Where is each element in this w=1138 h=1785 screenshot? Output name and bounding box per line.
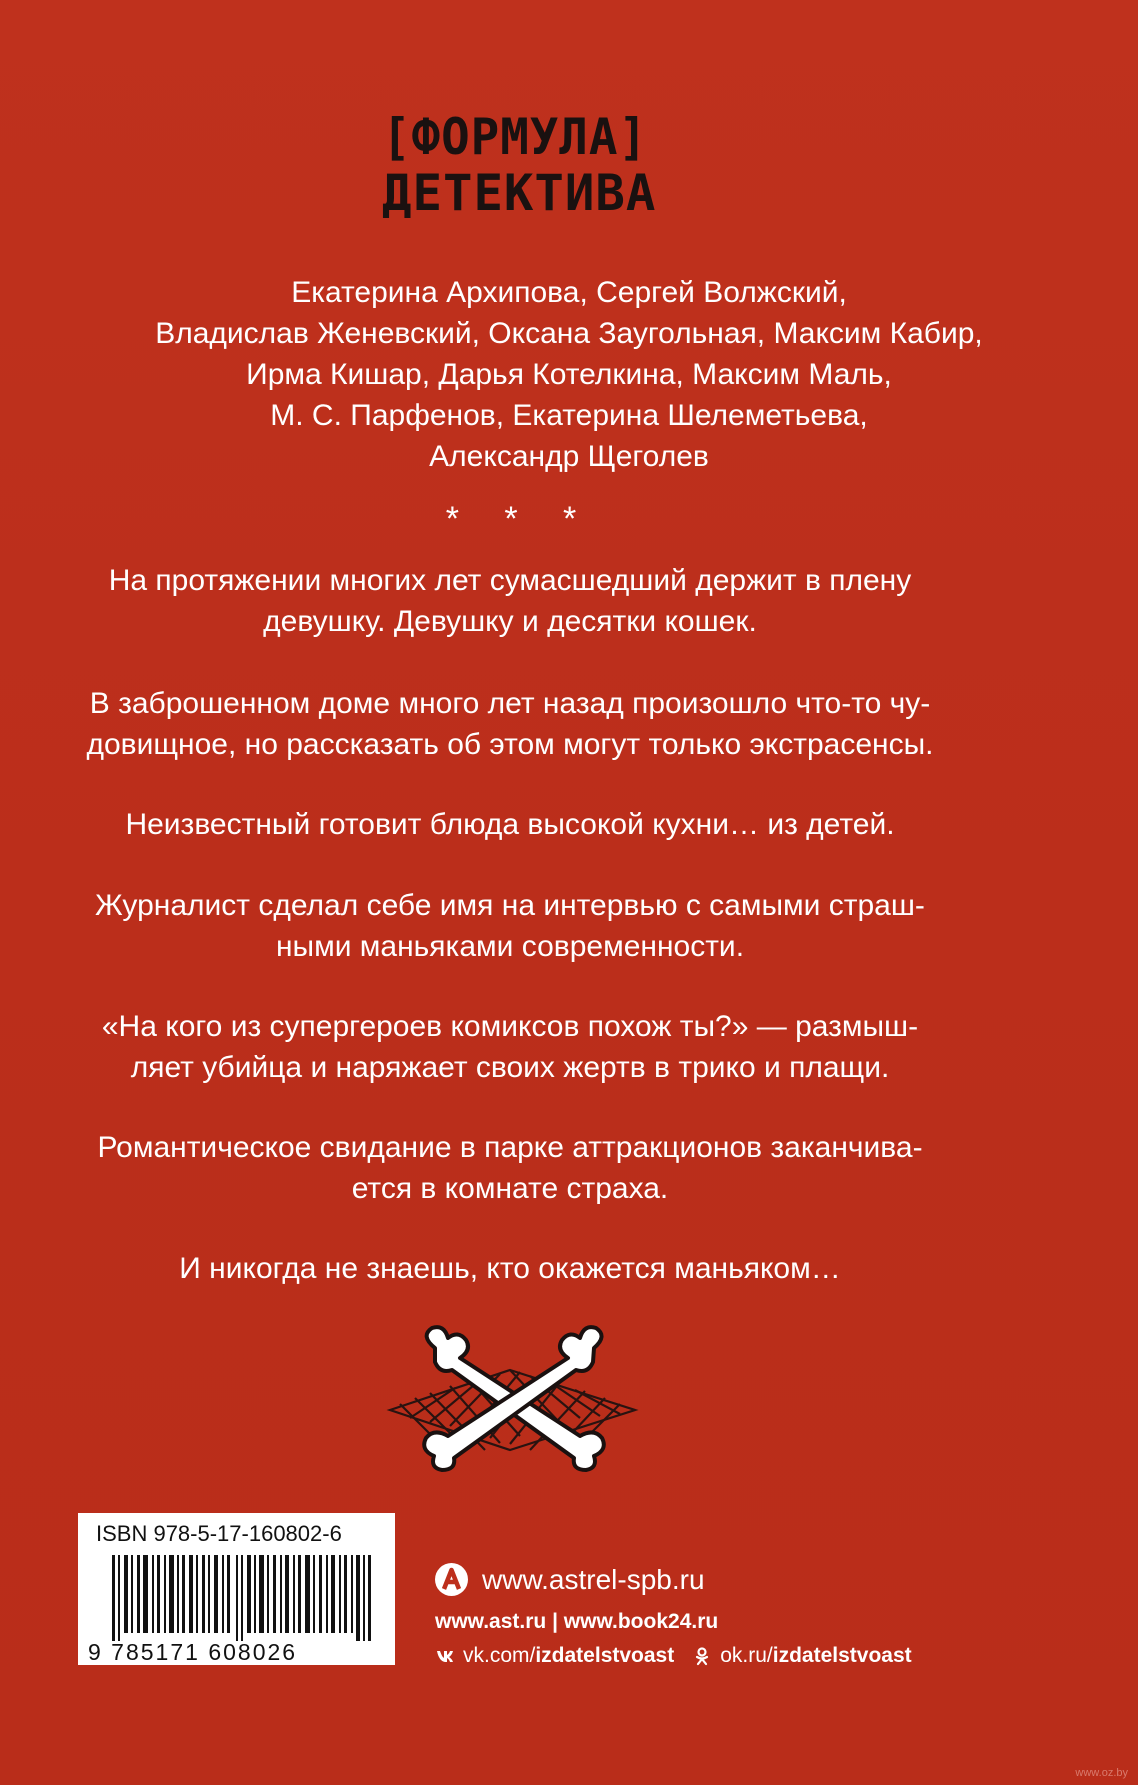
- barcode-digits: 9 785171 608026: [88, 1639, 298, 1665]
- authors-line: Екатерина Архипова, Сергей Волжский,: [291, 276, 847, 309]
- publisher-info: [435, 1563, 912, 1668]
- odnoklassniki-icon: [692, 1646, 712, 1666]
- blurb-paragraph: [70, 885, 950, 967]
- blurb-line: На протяжении многих лет сумасшедший держит в плену: [108, 564, 912, 597]
- publisher-logo-icon: [435, 1563, 468, 1596]
- barcode-panel: [78, 1513, 395, 1665]
- blurb-paragraph: [70, 1127, 950, 1209]
- authors-line: Владислав Женевский, Оксана Заугольная, Максим Кабир,: [155, 317, 983, 350]
- blurb-line: ными маньяками современности.: [275, 930, 745, 963]
- blurb-line: И никогда не знаешь, кто окажется маньяком…: [179, 1252, 841, 1285]
- vk-icon: [435, 1646, 455, 1666]
- blurb-paragraph: [70, 1248, 950, 1289]
- isbn-number: ISBN 978-5-17-160802-6: [96, 1521, 342, 1546]
- series-logo-line2: ДЕТЕКТИВА: [382, 164, 657, 222]
- blurb-line: В заброшенном доме много лет назад произошло что-то чу-: [89, 687, 931, 720]
- blurb-line: Романтическое свидание в парке аттракционов заканчива-: [97, 1131, 923, 1164]
- blurb-paragraph: [70, 683, 950, 765]
- blurb-line: ляет убийца и наряжает своих жертв в трико и плащи.: [130, 1051, 890, 1084]
- publisher-sites-line[interactable]: www.ast.ru | www.book24.ru: [435, 1610, 719, 1633]
- barcode-icon: [112, 1555, 382, 1641]
- blurb-line: Журналист сделал себе имя на интервью с самыми страш-: [95, 889, 925, 922]
- ok-link-handle[interactable]: izdatelstvoast: [772, 1644, 912, 1667]
- blurb-line: довищное, но рассказать об этом могут только экстрасенсы.: [86, 728, 934, 761]
- authors-line: Ирма Кишар, Дарья Котелкина, Максим Маль,: [246, 358, 892, 391]
- authors-line: Александр Щеголев: [429, 440, 709, 473]
- blurb-line: Неизвестный готовит блюда высокой кухни… из детей.: [125, 808, 895, 841]
- crossbones-icon: [380, 1318, 650, 1478]
- blurb-paragraph: [70, 560, 950, 642]
- series-logo: [382, 108, 662, 222]
- publisher-site-link[interactable]: www.astrel-spb.ru: [482, 1563, 705, 1595]
- authors-list: [40, 272, 1098, 477]
- blurb-line: девушку. Девушку и десятки кошек.: [263, 605, 757, 638]
- blurb-line: «На кого из супергероев комиксов похож ты?» — размыш-: [101, 1010, 919, 1043]
- series-logo-line1: [ФОРМУЛА]: [382, 108, 648, 166]
- blurb-line: ется в комнате страха.: [351, 1172, 669, 1205]
- ok-link-prefix[interactable]: ok.ru/: [720, 1644, 773, 1667]
- vk-link-prefix[interactable]: vk.com/: [463, 1644, 536, 1667]
- watermark: www.oz.by: [1075, 1767, 1128, 1779]
- separator-stars: * * *: [445, 500, 595, 538]
- authors-line: М. С. Парфенов, Екатерина Шелеметьева,: [270, 399, 868, 432]
- blurb-paragraph: [70, 804, 950, 845]
- vk-link-handle[interactable]: izdatelstvoast: [535, 1644, 675, 1667]
- blurb-paragraph: [70, 1006, 950, 1088]
